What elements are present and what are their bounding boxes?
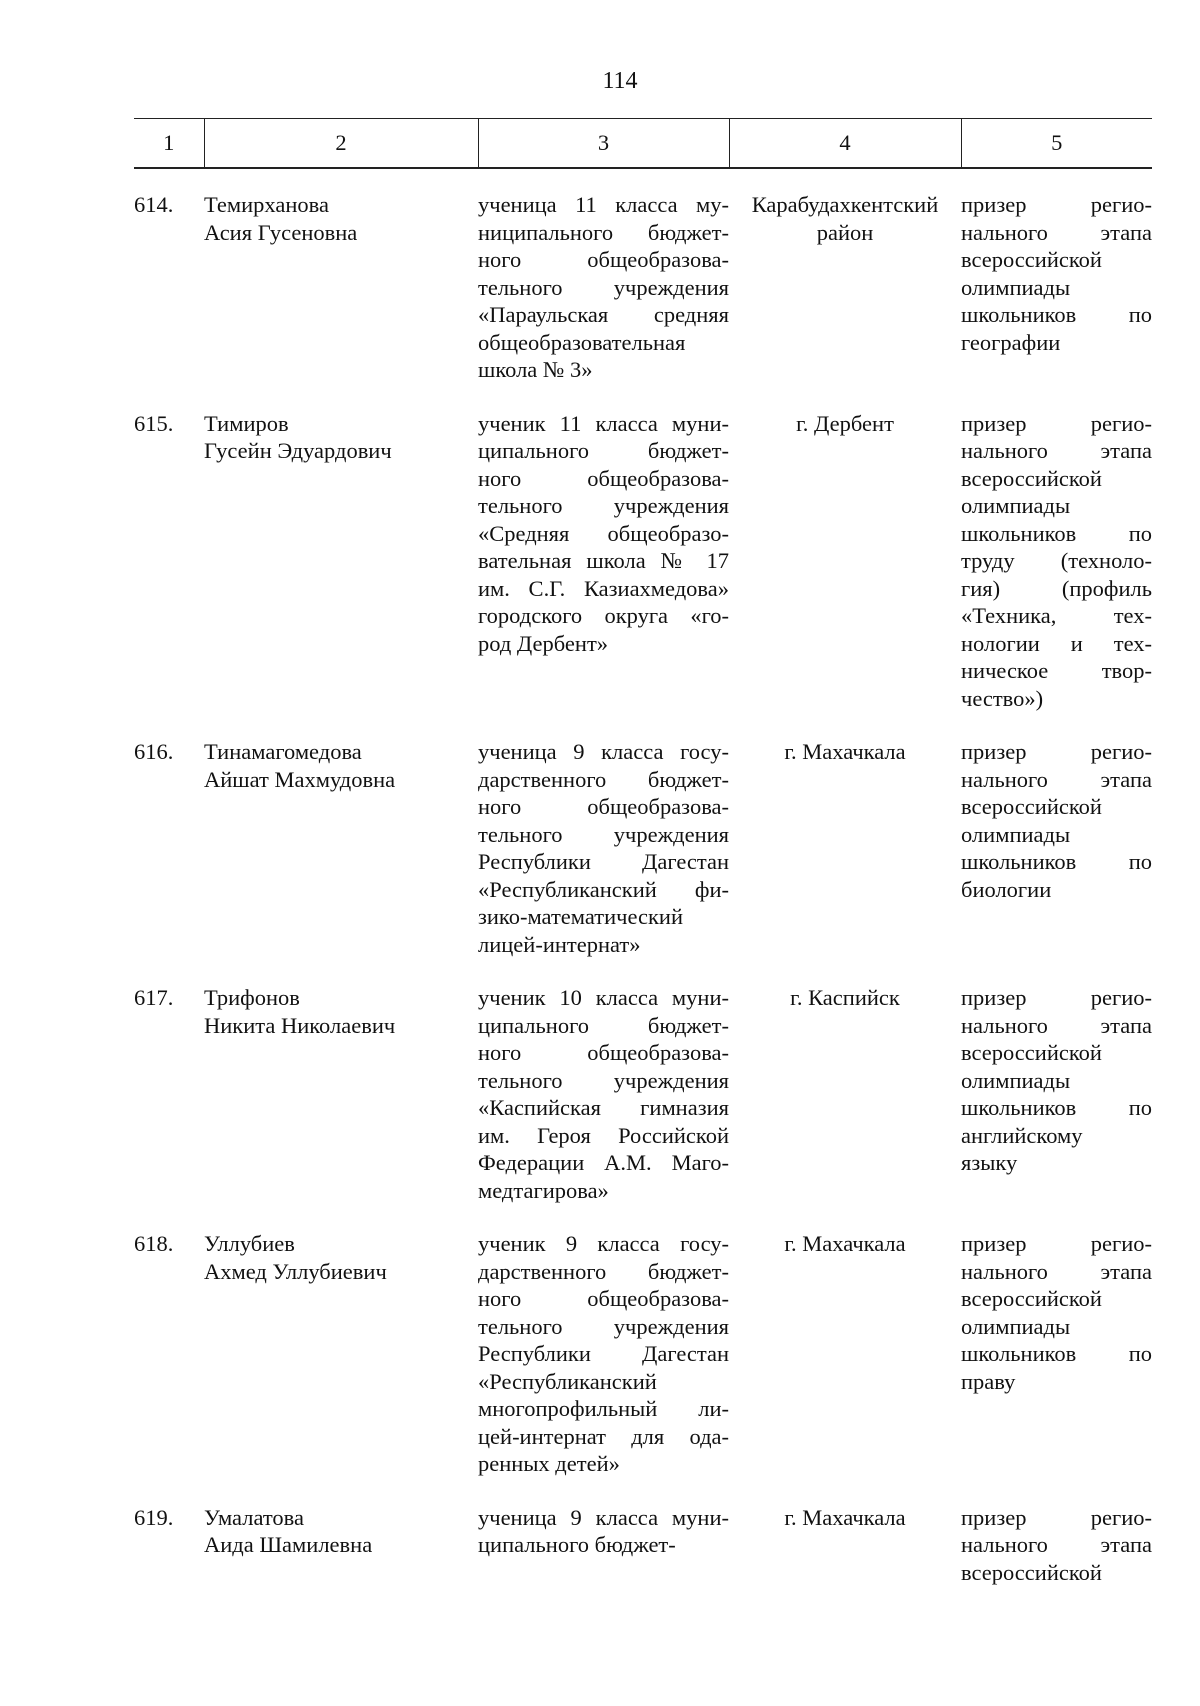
municipality <box>729 712 961 958</box>
award-status-line: всероссийской <box>961 1286 1102 1311</box>
person-name-line: Асия Гусеновна <box>204 219 358 245</box>
award-status-line: всероссийской <box>961 1559 1102 1585</box>
school-description-line: Республики Дагестан <box>478 1341 729 1366</box>
municipality-line: Карабудахкентский <box>751 192 939 217</box>
column-header-3: 3 <box>478 119 729 169</box>
municipality <box>729 168 961 384</box>
row-number: 615. <box>134 410 174 436</box>
award-status-line: нального этапа <box>961 1532 1152 1557</box>
header-row <box>134 119 1152 169</box>
award-status-line: нологии и тех- <box>961 630 1152 656</box>
person-name-line: Аида Шамилевна <box>204 1532 373 1557</box>
person-name-line: Трифонов <box>204 985 300 1010</box>
school-description-line: им. С.Г. Казиахмедова» <box>478 575 729 601</box>
school-description-line: Федерации А.М. Маго- <box>478 1150 729 1175</box>
municipality-line: район <box>816 219 874 245</box>
award-status-line: труду (техноло- <box>961 548 1152 573</box>
table-row <box>134 1478 1152 1587</box>
school-description <box>478 1478 729 1587</box>
school-description-line: Республики Дагестан <box>478 849 729 874</box>
award-status-line: географии <box>961 329 1061 355</box>
person-name <box>204 1478 478 1587</box>
school-description-line: ного общеобразова- <box>478 247 729 272</box>
school-description-line: лицей-интернат» <box>478 931 641 957</box>
school-description-line: многопрофильный ли- <box>478 1396 729 1421</box>
award-status-line: школьников по <box>961 849 1152 874</box>
award-status-line: нального этапа <box>961 438 1152 463</box>
award-status-line: нального этапа <box>961 766 1152 792</box>
column-header-4: 4 <box>729 119 961 169</box>
award-status-line: олимпиады <box>961 493 1071 518</box>
school-description-line: тельного учреждения <box>478 274 729 300</box>
awardees-table <box>134 118 1152 1586</box>
award-status-line: олимпиады <box>961 274 1071 300</box>
school-description-line: медтагирова» <box>478 1177 609 1203</box>
school-description-line: «Параульская средняя <box>478 302 729 327</box>
municipality-line: г. Махачкала <box>784 1231 906 1256</box>
award-status <box>961 712 1152 958</box>
school-description-line: ципального бюджет- <box>478 438 729 463</box>
municipality-line: г. Дербент <box>796 410 894 436</box>
award-status-line: нального этапа <box>961 1258 1152 1284</box>
award-status-line: призер регио- <box>961 410 1152 436</box>
award-status-line: призер регио- <box>961 739 1152 764</box>
school-description-line: ного общеобразова- <box>478 465 729 491</box>
school-description-line: ученик 11 класса муни- <box>478 410 729 436</box>
award-status-line: всероссийской <box>961 1040 1102 1065</box>
table-row <box>134 384 1152 713</box>
school-description-line: дарственного бюджет- <box>478 766 729 792</box>
page-number: 114 <box>602 68 638 94</box>
row-number: 616. <box>134 739 174 764</box>
award-status-line: ническое твор- <box>961 658 1152 683</box>
award-status-line: школьников по <box>961 1095 1152 1120</box>
school-description-line: «Каспийская гимназия <box>478 1095 729 1120</box>
person-name <box>204 1204 478 1478</box>
column-header-2: 2 <box>204 119 478 169</box>
school-description-line: «Средняя общеобразо- <box>478 520 729 546</box>
person-name <box>204 384 478 713</box>
school-description-line: «Республиканский фи- <box>478 876 729 902</box>
person-name-line: Никита Николаевич <box>204 1012 396 1038</box>
school-description-line: городского округа «го- <box>478 603 729 628</box>
school-description-line: ципального бюджет- <box>478 1532 676 1557</box>
table-row <box>134 958 1152 1204</box>
school-description-line: тельного учреждения <box>478 1067 729 1093</box>
municipality <box>729 384 961 713</box>
table-header <box>134 119 1152 169</box>
municipality <box>729 1478 961 1587</box>
school-description-line: «Республиканский <box>478 1368 657 1394</box>
school-description-line: вательная школа № 17 <box>478 548 729 573</box>
school-description <box>478 958 729 1204</box>
award-status-line: олимпиады <box>961 1313 1071 1339</box>
award-status-line: призер регио- <box>961 985 1152 1010</box>
school-description-line: ниципального бюджет- <box>478 219 729 245</box>
school-description-line: цей-интернат для ода- <box>478 1423 729 1449</box>
municipality <box>729 1204 961 1478</box>
municipality-line: г. Махачкала <box>784 739 906 764</box>
award-status-line: праву <box>961 1368 1016 1394</box>
school-description <box>478 168 729 384</box>
school-description-line: род Дербент» <box>478 630 609 656</box>
award-status-line: школьников по <box>961 302 1152 327</box>
column-header-1: 1 <box>134 119 204 169</box>
school-description-line: тельного учреждения <box>478 821 729 847</box>
person-name <box>204 712 478 958</box>
school-description <box>478 712 729 958</box>
school-description-line: ученица 11 класса му- <box>478 192 729 217</box>
person-name <box>204 958 478 1204</box>
school-description-line: тельного учреждения <box>478 493 729 518</box>
award-status <box>961 1204 1152 1478</box>
school-description <box>478 1204 729 1478</box>
school-description-line: школа № 3» <box>478 357 593 382</box>
row-number: 617. <box>134 985 174 1010</box>
award-status <box>961 958 1152 1204</box>
person-name-line: Ахмед Уллубиевич <box>204 1258 387 1284</box>
row-number: 619. <box>134 1504 174 1530</box>
person-name-line: Умалатова <box>204 1504 304 1530</box>
award-status <box>961 1478 1152 1587</box>
award-status <box>961 384 1152 713</box>
row-number: 614. <box>134 192 174 217</box>
award-status-line: олимпиады <box>961 821 1071 847</box>
award-status-line: гия) (профиль <box>961 575 1152 601</box>
table-row <box>134 1204 1152 1478</box>
school-description-line: ученица 9 класса госу- <box>478 739 729 764</box>
table-row <box>134 168 1152 384</box>
person-name <box>204 168 478 384</box>
award-status-line: всероссийской <box>961 465 1102 491</box>
award-status-line: всероссийской <box>961 794 1102 819</box>
award-status-line: нального этапа <box>961 219 1152 245</box>
award-status-line: школьников по <box>961 520 1152 546</box>
award-status-line: призер регио- <box>961 192 1152 217</box>
person-name-line: Тимиров <box>204 410 289 436</box>
award-status-line: всероссийской <box>961 247 1102 272</box>
school-description-line: общеобразовательная <box>478 329 686 355</box>
column-header-5: 5 <box>961 119 1152 169</box>
award-status-line: олимпиады <box>961 1067 1071 1093</box>
school-description-line: им. Героя Российской <box>478 1122 729 1148</box>
municipality-line: г. Махачкала <box>784 1504 906 1530</box>
award-status-line: школьников по <box>961 1341 1152 1366</box>
person-name-line: Айшат Махмудовна <box>204 766 396 792</box>
award-status-line: биологии <box>961 876 1052 902</box>
school-description-line: ученик 9 класса госу- <box>478 1231 729 1256</box>
person-name-line: Тинамагомедова <box>204 739 362 764</box>
award-status <box>961 168 1152 384</box>
person-name-line: Гусейн Эдуардович <box>204 438 392 463</box>
row-number: 618. <box>134 1231 174 1256</box>
table-row <box>134 712 1152 958</box>
school-description-line: тельного учреждения <box>478 1313 729 1339</box>
school-description-line: ученик 10 класса муни- <box>478 985 729 1010</box>
municipality <box>729 958 961 1204</box>
school-description-line: ного общеобразова- <box>478 794 729 819</box>
school-description-line: дарственного бюджет- <box>478 1258 729 1284</box>
person-name-line: Темирханова <box>204 192 329 217</box>
school-description-line: ного общеобразова- <box>478 1286 729 1311</box>
school-description-line: зико-математический <box>478 904 683 929</box>
municipality-line: г. Каспийск <box>790 985 900 1010</box>
award-status-line: чество») <box>961 685 1044 711</box>
school-description-line: ципального бюджет- <box>478 1012 729 1038</box>
school-description <box>478 384 729 713</box>
person-name-line: Уллубиев <box>204 1231 295 1256</box>
award-status-line: призер регио- <box>961 1231 1152 1256</box>
award-status-line: призер регио- <box>961 1504 1152 1530</box>
table-body <box>134 168 1152 1586</box>
school-description-line: ного общеобразова- <box>478 1040 729 1065</box>
award-status-line: языку <box>961 1150 1018 1175</box>
award-status-line: нального этапа <box>961 1012 1152 1038</box>
award-status-line: английскому <box>961 1122 1083 1148</box>
award-status-line: «Техника, тех- <box>961 603 1152 628</box>
school-description-line: ренных детей» <box>478 1451 620 1476</box>
school-description-line: ученица 9 класса муни- <box>478 1504 729 1530</box>
